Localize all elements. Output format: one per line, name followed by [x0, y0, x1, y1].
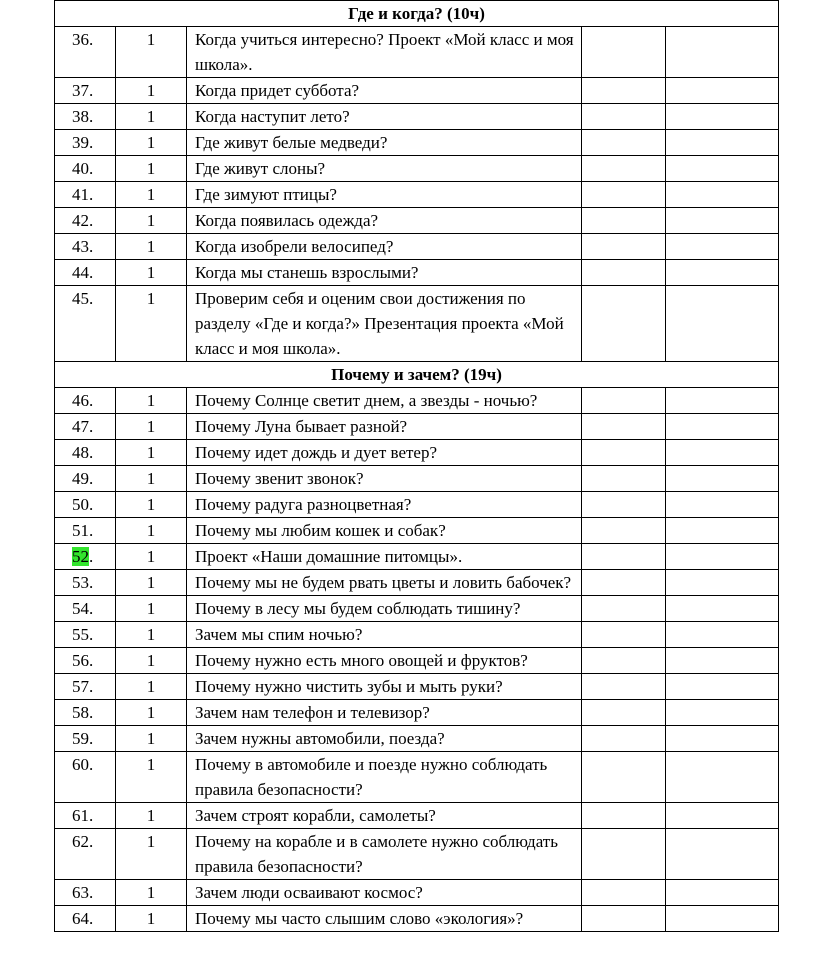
lesson-topic: Зачем нам телефон и телевизор?: [187, 700, 582, 726]
empty-notes-cell: [666, 234, 779, 260]
lesson-number-text: 43.: [72, 237, 94, 256]
lesson-hours: 1: [116, 906, 187, 932]
lesson-hours: 1: [116, 674, 187, 700]
lesson-number: [55, 570, 116, 596]
lesson-number: [55, 674, 116, 700]
empty-date-cell: [582, 27, 666, 78]
lesson-topic: Почему Солнце светит днем, а звезды - ночью?: [187, 388, 582, 414]
empty-notes-cell: [666, 492, 779, 518]
table-row: [55, 752, 779, 803]
empty-date-cell: [582, 803, 666, 829]
lesson-number: [55, 440, 116, 466]
empty-date-cell: [582, 906, 666, 932]
lesson-number: [55, 752, 116, 803]
empty-notes-cell: [666, 286, 779, 362]
lesson-hours: 1: [116, 648, 187, 674]
empty-date-cell: [582, 78, 666, 104]
lesson-number: [55, 726, 116, 752]
table-row: [55, 726, 779, 752]
lesson-number-suffix: .: [89, 547, 94, 566]
table-row: [55, 700, 779, 726]
table-row: [55, 27, 779, 78]
empty-date-cell: [582, 570, 666, 596]
lesson-topic: Где живут слоны?: [187, 156, 582, 182]
lesson-number-text: 44.: [72, 263, 94, 282]
empty-notes-cell: [666, 182, 779, 208]
empty-date-cell: [582, 156, 666, 182]
lesson-number: [55, 260, 116, 286]
lesson-topic: Почему на корабле и в самолете нужно соблюдать правила безопасности?: [187, 829, 582, 880]
empty-notes-cell: [666, 27, 779, 78]
empty-date-cell: [582, 674, 666, 700]
lesson-hours: 1: [116, 208, 187, 234]
empty-date-cell: [582, 440, 666, 466]
lesson-number-text: 59.: [72, 729, 94, 748]
lesson-hours: 1: [116, 544, 187, 570]
lesson-hours: 1: [116, 829, 187, 880]
empty-notes-cell: [666, 622, 779, 648]
table-row: [55, 182, 779, 208]
empty-date-cell: [582, 700, 666, 726]
empty-date-cell: [582, 752, 666, 803]
table-row: [55, 803, 779, 829]
table-row: [55, 440, 779, 466]
empty-date-cell: [582, 518, 666, 544]
lesson-topic: Почему мы часто слышим слово «экология»?: [187, 906, 582, 932]
lesson-hours: 1: [116, 440, 187, 466]
table-row: [55, 518, 779, 544]
empty-date-cell: [582, 829, 666, 880]
lesson-number-text: 50.: [72, 495, 94, 514]
lesson-hours: 1: [116, 78, 187, 104]
table-row: [55, 234, 779, 260]
lesson-topic: Проверим себя и оценим свои достижения по разделу «Где и когда?» Презентация проекта «Мой класс и моя школа».: [187, 286, 582, 362]
lesson-hours: 1: [116, 492, 187, 518]
lesson-plan-body: [55, 1, 779, 932]
empty-notes-cell: [666, 674, 779, 700]
lesson-topic: Почему идет дождь и дует ветер?: [187, 440, 582, 466]
empty-date-cell: [582, 414, 666, 440]
table-row: [55, 130, 779, 156]
lesson-topic: Почему нужно чистить зубы и мыть руки?: [187, 674, 582, 700]
lesson-topic: Когда учиться интересно? Проект «Мой класс и моя школа».: [187, 27, 582, 78]
empty-notes-cell: [666, 156, 779, 182]
empty-date-cell: [582, 544, 666, 570]
lesson-number-text: 60.: [72, 755, 94, 774]
lesson-number: [55, 906, 116, 932]
lesson-topic: Зачем люди осваивают космос?: [187, 880, 582, 906]
lesson-number: [55, 104, 116, 130]
section-title: Почему и зачем? (19ч): [55, 362, 779, 388]
empty-date-cell: [582, 234, 666, 260]
lesson-topic: Когда появилась одежда?: [187, 208, 582, 234]
lesson-number: [55, 182, 116, 208]
empty-date-cell: [582, 880, 666, 906]
lesson-hours: 1: [116, 182, 187, 208]
lesson-hours: 1: [116, 156, 187, 182]
empty-notes-cell: [666, 260, 779, 286]
lesson-topic: Почему радуга разноцветная?: [187, 492, 582, 518]
empty-date-cell: [582, 466, 666, 492]
lesson-topic: Почему в автомобиле и поезде нужно соблюдать правила безопасности?: [187, 752, 582, 803]
lesson-topic: Почему нужно есть много овощей и фруктов?: [187, 648, 582, 674]
table-row: [55, 492, 779, 518]
lesson-number: [55, 700, 116, 726]
empty-notes-cell: [666, 752, 779, 803]
lesson-number-text: 40.: [72, 159, 94, 178]
empty-notes-cell: [666, 388, 779, 414]
lesson-plan-table: [54, 0, 779, 932]
lesson-number: [55, 544, 116, 570]
table-row: [55, 260, 779, 286]
section-title: Где и когда? (10ч): [55, 1, 779, 27]
empty-date-cell: [582, 130, 666, 156]
empty-notes-cell: [666, 414, 779, 440]
lesson-hours: 1: [116, 130, 187, 156]
lesson-number: [55, 466, 116, 492]
empty-notes-cell: [666, 829, 779, 880]
lesson-hours: 1: [116, 286, 187, 362]
lesson-number-text: 37.: [72, 81, 94, 100]
empty-date-cell: [582, 648, 666, 674]
lesson-number: [55, 803, 116, 829]
lesson-number: [55, 208, 116, 234]
lesson-number-text: 52: [72, 547, 89, 566]
lesson-topic: Почему в лесу мы будем соблюдать тишину?: [187, 596, 582, 622]
lesson-topic: Зачем строят корабли, самолеты?: [187, 803, 582, 829]
empty-notes-cell: [666, 104, 779, 130]
empty-notes-cell: [666, 700, 779, 726]
empty-notes-cell: [666, 648, 779, 674]
lesson-topic: Когда придет суббота?: [187, 78, 582, 104]
table-row: [55, 906, 779, 932]
lesson-number: [55, 829, 116, 880]
empty-notes-cell: [666, 518, 779, 544]
empty-notes-cell: [666, 466, 779, 492]
lesson-number-text: 48.: [72, 443, 94, 462]
lesson-hours: 1: [116, 596, 187, 622]
table-row: [55, 286, 779, 362]
empty-notes-cell: [666, 596, 779, 622]
lesson-number-text: 64.: [72, 909, 94, 928]
lesson-number: [55, 156, 116, 182]
lesson-topic: Когда изобрели велосипед?: [187, 234, 582, 260]
table-row: [55, 208, 779, 234]
lesson-number: [55, 27, 116, 78]
lesson-number-text: 49.: [72, 469, 94, 488]
table-row: [55, 156, 779, 182]
lesson-hours: 1: [116, 726, 187, 752]
lesson-number: [55, 622, 116, 648]
lesson-number: [55, 414, 116, 440]
lesson-number-text: 63.: [72, 883, 94, 902]
lesson-number-text: 51.: [72, 521, 94, 540]
lesson-number-text: 41.: [72, 185, 94, 204]
table-row: [55, 388, 779, 414]
empty-notes-cell: [666, 570, 779, 596]
table-row: [55, 829, 779, 880]
empty-date-cell: [582, 286, 666, 362]
table-row: [55, 674, 779, 700]
lesson-topic: Почему мы любим кошек и собак?: [187, 518, 582, 544]
section-header-row: [55, 1, 779, 27]
empty-notes-cell: [666, 906, 779, 932]
table-row: [55, 622, 779, 648]
table-row: [55, 544, 779, 570]
empty-date-cell: [582, 492, 666, 518]
lesson-number-text: 36.: [72, 30, 94, 49]
table-row: [55, 466, 779, 492]
lesson-number-text: 46.: [72, 391, 94, 410]
lesson-number: [55, 880, 116, 906]
lesson-number-text: 57.: [72, 677, 94, 696]
lesson-hours: 1: [116, 27, 187, 78]
empty-notes-cell: [666, 726, 779, 752]
empty-notes-cell: [666, 880, 779, 906]
lesson-hours: 1: [116, 880, 187, 906]
lesson-number: [55, 596, 116, 622]
lesson-number: [55, 234, 116, 260]
empty-notes-cell: [666, 440, 779, 466]
lesson-topic: Зачем мы спим ночью?: [187, 622, 582, 648]
table-row: [55, 596, 779, 622]
lesson-number: [55, 130, 116, 156]
empty-notes-cell: [666, 78, 779, 104]
lesson-hours: 1: [116, 803, 187, 829]
empty-date-cell: [582, 388, 666, 414]
empty-notes-cell: [666, 803, 779, 829]
empty-notes-cell: [666, 544, 779, 570]
lesson-topic: Где живут белые медведи?: [187, 130, 582, 156]
table-row: [55, 414, 779, 440]
lesson-hours: 1: [116, 622, 187, 648]
lesson-hours: 1: [116, 700, 187, 726]
section-header-row: [55, 362, 779, 388]
empty-date-cell: [582, 622, 666, 648]
lesson-number-text: 38.: [72, 107, 94, 126]
lesson-number-text: 56.: [72, 651, 94, 670]
lesson-hours: 1: [116, 752, 187, 803]
table-row: [55, 78, 779, 104]
lesson-hours: 1: [116, 518, 187, 544]
empty-date-cell: [582, 104, 666, 130]
empty-date-cell: [582, 726, 666, 752]
lesson-hours: 1: [116, 466, 187, 492]
lesson-hours: 1: [116, 414, 187, 440]
empty-date-cell: [582, 182, 666, 208]
lesson-topic: Где зимуют птицы?: [187, 182, 582, 208]
empty-date-cell: [582, 596, 666, 622]
lesson-topic: Зачем нужны автомобили, поезда?: [187, 726, 582, 752]
empty-date-cell: [582, 260, 666, 286]
lesson-number-text: 45.: [72, 289, 94, 308]
lesson-topic: Почему мы не будем рвать цветы и ловить бабочек?: [187, 570, 582, 596]
lesson-number-text: 53.: [72, 573, 94, 592]
lesson-number-text: 55.: [72, 625, 94, 644]
lesson-hours: 1: [116, 570, 187, 596]
lesson-number-text: 47.: [72, 417, 94, 436]
table-row: [55, 648, 779, 674]
lesson-number-text: 54.: [72, 599, 94, 618]
table-row: [55, 570, 779, 596]
empty-notes-cell: [666, 208, 779, 234]
lesson-hours: 1: [116, 260, 187, 286]
lesson-number: [55, 648, 116, 674]
lesson-number-text: 62.: [72, 832, 94, 851]
lesson-number-text: 39.: [72, 133, 94, 152]
lesson-number: [55, 388, 116, 414]
lesson-number-text: 58.: [72, 703, 94, 722]
lesson-number-text: 42.: [72, 211, 94, 230]
table-row: [55, 104, 779, 130]
lesson-topic: Когда мы станешь взрослыми?: [187, 260, 582, 286]
empty-notes-cell: [666, 130, 779, 156]
lesson-number: [55, 286, 116, 362]
empty-date-cell: [582, 208, 666, 234]
lesson-topic: Проект «Наши домашние питомцы».: [187, 544, 582, 570]
lesson-topic: Почему Луна бывает разной?: [187, 414, 582, 440]
lesson-number-text: 61.: [72, 806, 94, 825]
lesson-hours: 1: [116, 104, 187, 130]
lesson-number: [55, 518, 116, 544]
lesson-hours: 1: [116, 388, 187, 414]
lesson-number: [55, 78, 116, 104]
lesson-topic: Когда наступит лето?: [187, 104, 582, 130]
table-row: [55, 880, 779, 906]
lesson-number: [55, 492, 116, 518]
lesson-topic: Почему звенит звонок?: [187, 466, 582, 492]
lesson-hours: 1: [116, 234, 187, 260]
